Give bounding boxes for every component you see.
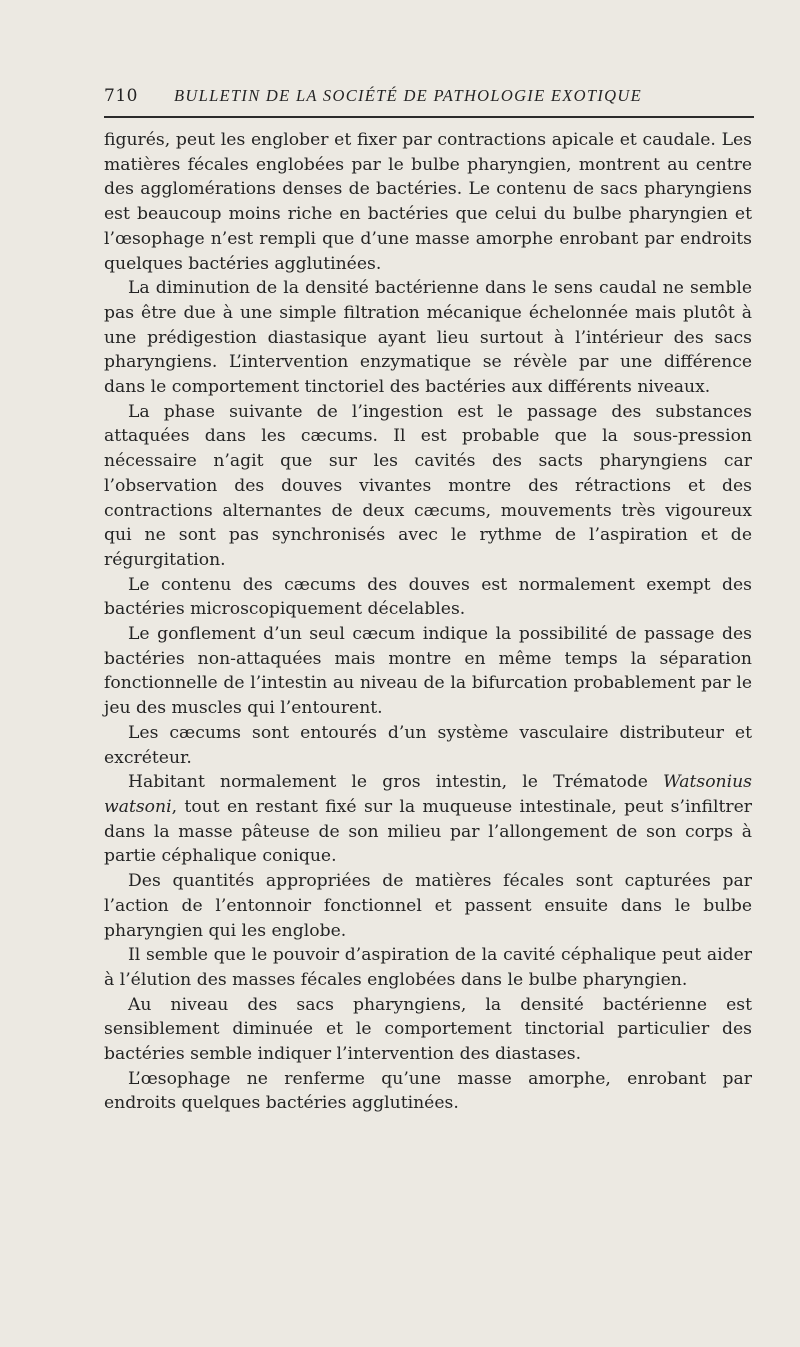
paragraph: Le contenu des cæcums des douves est normalement exempt des bactéries microscopiquement décelables. (104, 574, 752, 620)
paragraph: La diminution de la densité bactérienne dans le sens caudal ne semble pas être due à une simple filtration mécanique échelonnée mais plutôt à une prédigestion diastasique ayant lieu surtout à l’intérieur des sacs pharyngiens. L’intervention enzymatique se révèle par une différence dans le comportement tinctoriel des bactéries aux différents niveaux. (104, 278, 752, 398)
paragraph: La phase suivante de l’ingestion est le passage des substances attaquées dans les cæcums. Il est probable que la sous-pression nécessaire n’agit que sur les cavités des sacts pharyngiens car l’observation des douves vivantes montre des rétractions et des contractions alternantes de deux cæcums, mouvements très vigoureux qui ne sont pas synchronisés avec le rythme de l’aspiration et de régurgitation. (104, 401, 752, 570)
paragraph: Il semble que le pouvoir d’aspiration de la cavité céphalique peut aider à l’élution des masses fécales englobées dans le bulbe pharyngien. (104, 945, 752, 990)
species-name: Watsonius watsoni (104, 772, 752, 817)
running-header (104, 86, 754, 112)
page-number: 710 (104, 86, 138, 106)
paragraph: Le gonflement d’un seul cæcum indique la possibilité de passage des bactéries non-attaquées mais montre en même temps la séparation fonctionnelle de l’intestin au niveau de la bifurcation probablement par le jeu des muscles qui l’entourent. (104, 624, 752, 719)
paragraph: figurés, peut les englober et fixer par contractions apicale et caudale. Les matières fécales englobées par le bulbe pharyngien, montrent au centre des agglomérations denses de bactéries. Le contenu de sacs pharyngiens est beaucoup moins riche en bactéries que celui du bulbe pharyngien et l’œsophage n’est rempli que d’une masse amorphe enrobant par endroits quelques bactéries agglutinées. (104, 130, 752, 274)
paragraph: Au niveau des sacs pharyngiens, la densité bactérienne est sensiblement diminuée et le comportement tinctorial particulier des bactéries semble indiquer l’intervention des diastases. (104, 994, 752, 1065)
paragraph: L’œsophage ne renferme qu’une masse amorphe, enrobant par endroits quelques bactéries agglutinées. (104, 1068, 752, 1114)
running-title: BULLETIN DE LA SOCIÉTÉ DE PATHOLOGIE EXOTIQUE (174, 86, 642, 105)
paragraph: Les cæcums sont entourés d’un système vasculaire distributeur et excréteur. (104, 722, 752, 768)
paragraph: Des quantités appropriées de matières fécales sont capturées par l’action de l’entonnoir fonctionnel et passent ensuite dans le bulbe pharyngien qui les englobe. (104, 871, 752, 941)
body-text (104, 128, 752, 1116)
paragraph: Habitant normalement le gros intestin, le Trématode Watsonius watsoni, tout en restant fixé sur la muqueuse intestinale, peut s’infiltrer dans la masse pâteuse de son milieu par l’allongement de son corps à partie céphalique conique. (104, 772, 752, 867)
header-rule (104, 116, 754, 118)
